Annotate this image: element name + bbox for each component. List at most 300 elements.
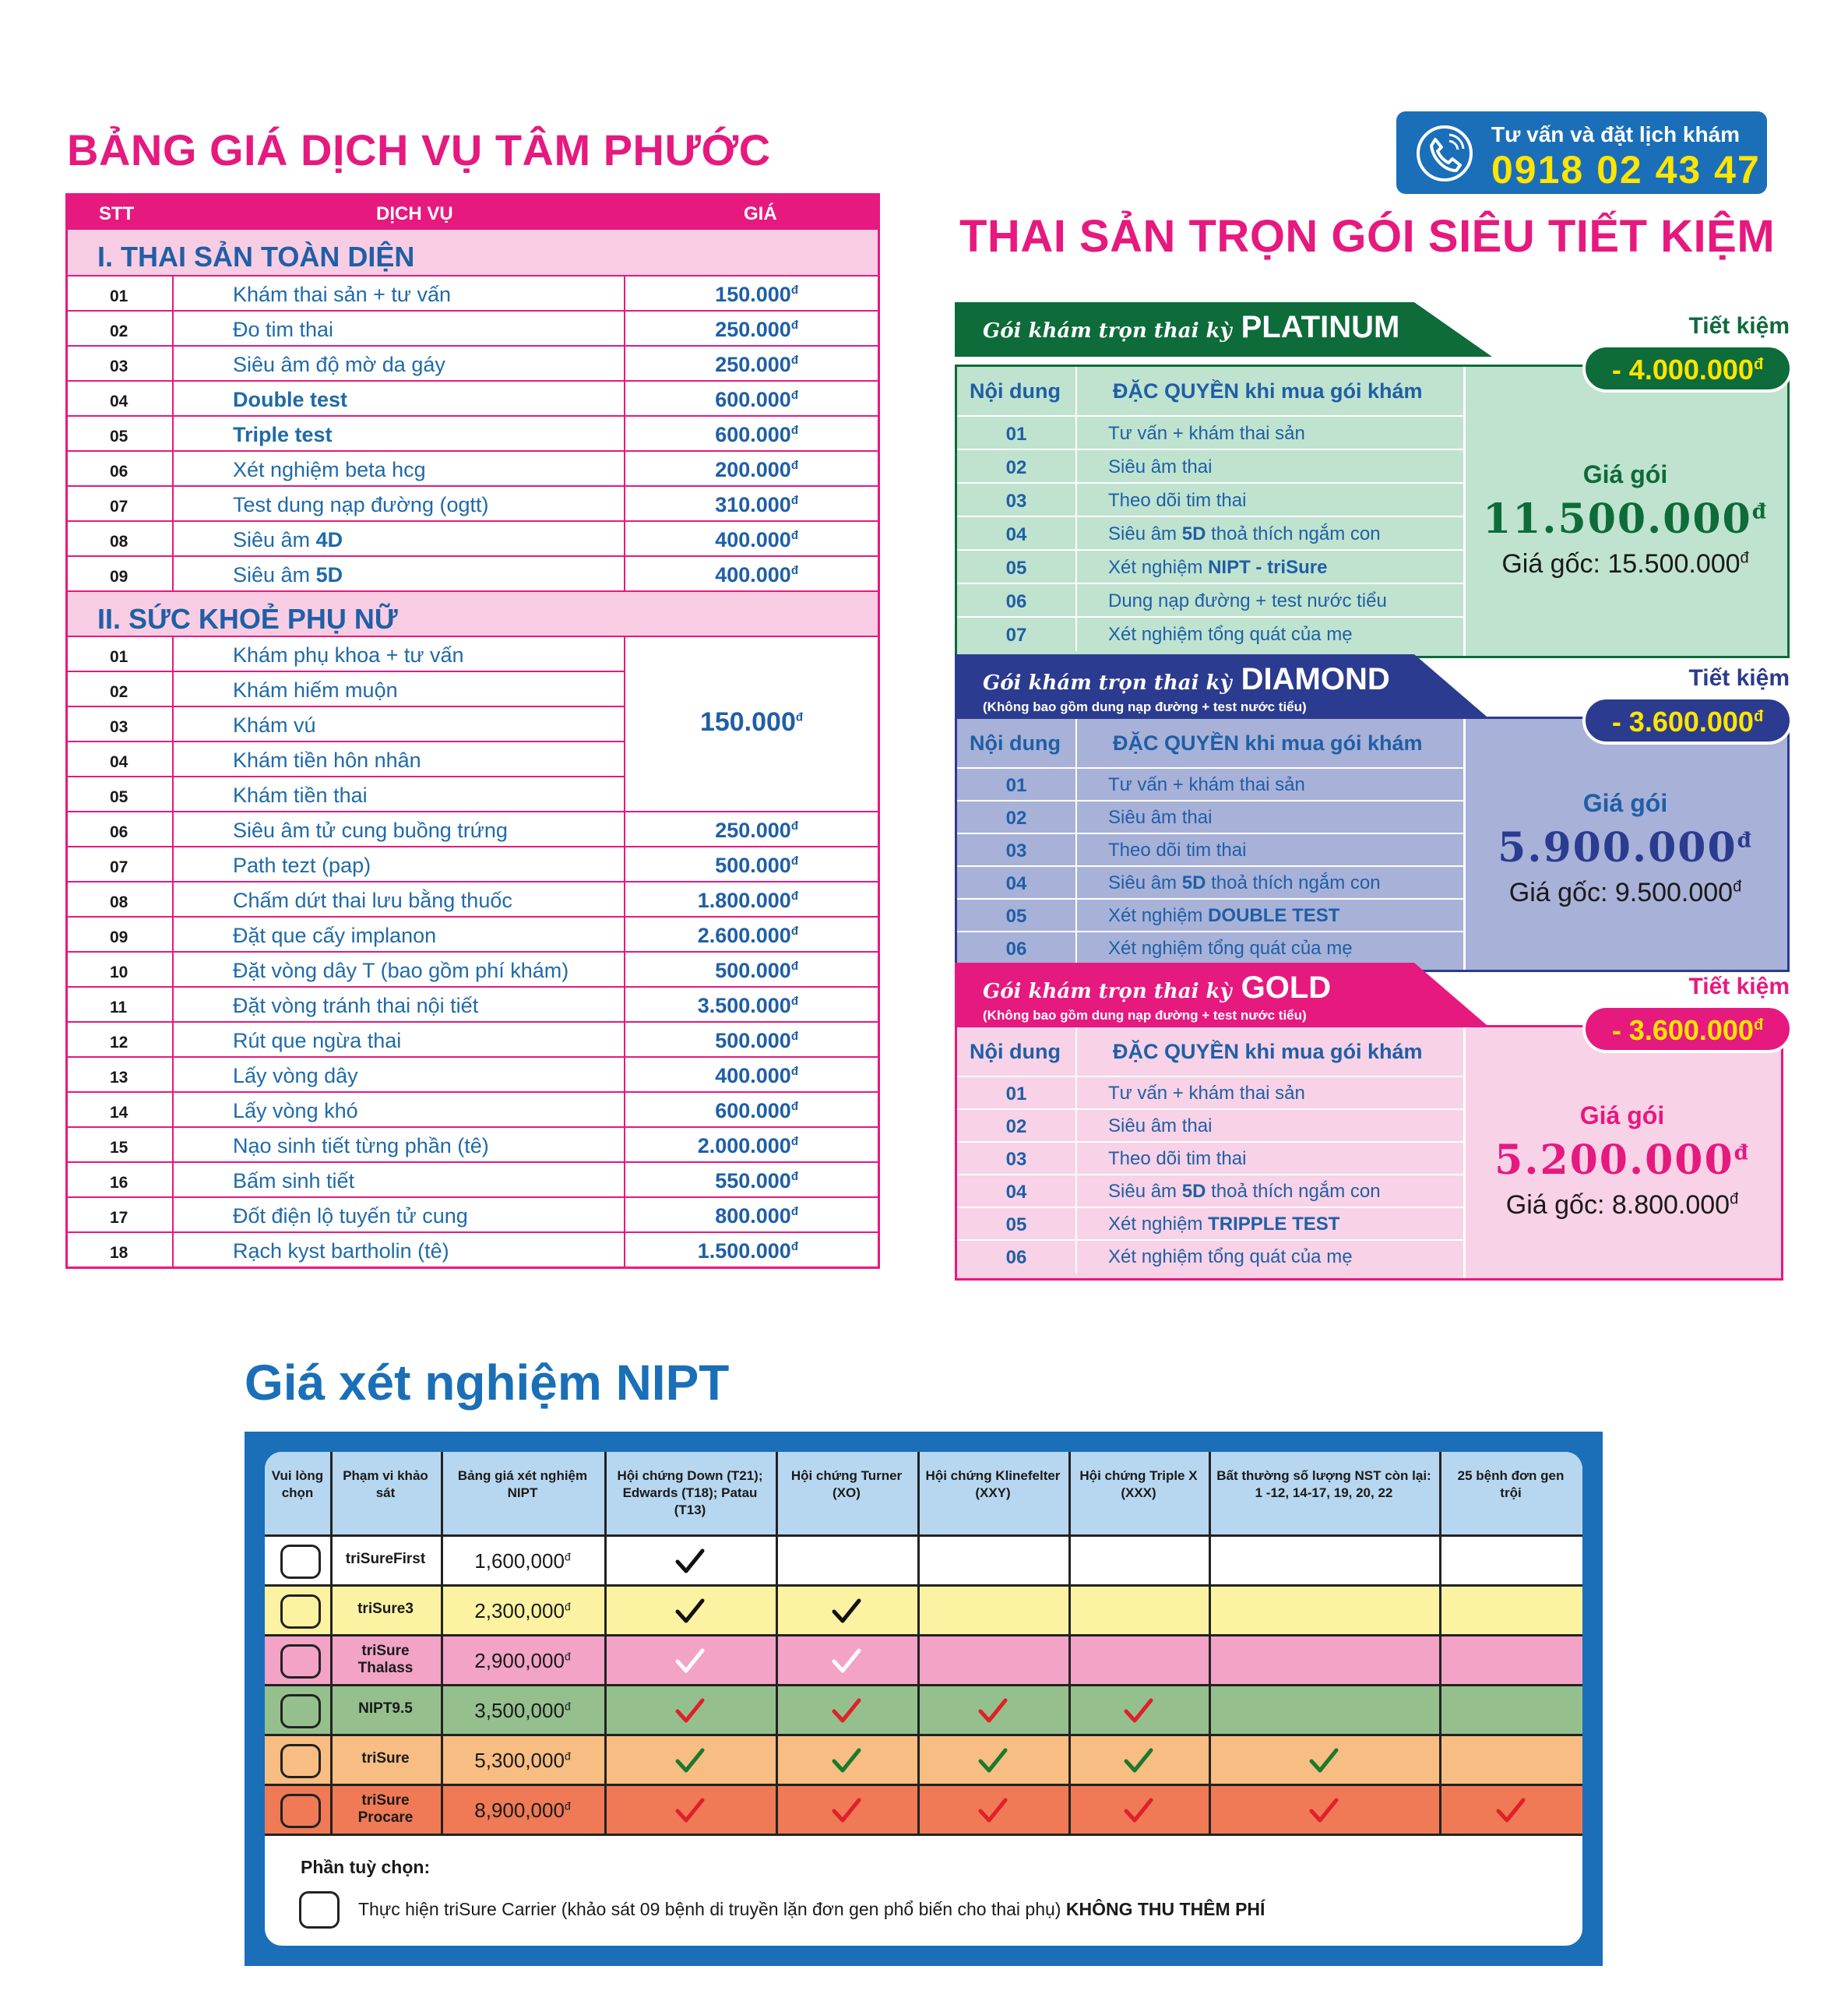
item-number: 05 <box>1005 557 1027 579</box>
test-price <box>441 1798 604 1823</box>
price-number: 3,500,000 <box>474 1699 565 1722</box>
nipt-header <box>265 1452 1582 1534</box>
price-value: 550.000 <box>715 1169 791 1193</box>
row-number: 17 <box>68 1198 174 1231</box>
item-text-bold: 5D <box>1181 872 1206 893</box>
service-name: Khám vú <box>174 707 625 741</box>
item-number: 04 <box>1005 1182 1027 1203</box>
package-box <box>955 365 1790 658</box>
test-name: triSure Thalass <box>357 1643 414 1676</box>
section-title: II. SỨC KHOẺ PHỤ NỮ <box>68 590 878 636</box>
currency: đ <box>1733 878 1742 896</box>
check-icon <box>1307 1744 1341 1778</box>
item-text <box>1075 417 1305 450</box>
currency: đ <box>790 424 798 437</box>
service-name: Nạo sinh tiết từng phần (tê) <box>174 1128 625 1161</box>
table-row <box>68 520 878 555</box>
item-number: 03 <box>1005 1149 1027 1170</box>
service-name: Lấy vòng dây <box>174 1058 625 1091</box>
check-icon <box>673 1594 707 1629</box>
price-value: 500.000 <box>715 854 791 877</box>
item-text-post: thoả thích ngắm con <box>1206 1181 1381 1202</box>
price-value: 3.500.000 <box>697 994 791 1017</box>
test-name: triSureFirst <box>345 1551 426 1567</box>
package-price <box>1463 460 1787 580</box>
row-number: 10 <box>68 953 174 986</box>
service-price <box>625 347 878 380</box>
row-number: 02 <box>68 672 174 706</box>
service-price <box>625 487 878 520</box>
package-name <box>983 662 1390 697</box>
item-number: 01 <box>1005 1083 1027 1104</box>
currency: đ <box>790 1205 798 1218</box>
package-prefix: Gói khám trọn thai kỳ <box>983 671 1232 695</box>
item-number: 07 <box>1005 624 1027 646</box>
service-name: Khám tiền thai <box>174 777 625 811</box>
row-number: 01 <box>68 637 174 671</box>
package-tier: GOLD <box>1241 971 1332 1005</box>
service-bold: Triple test <box>233 423 333 446</box>
check-icon <box>976 1694 1010 1728</box>
item-text <box>1075 801 1212 834</box>
package-item <box>957 865 1463 898</box>
service-name <box>174 277 625 310</box>
currency: đ <box>790 890 798 903</box>
hotline-box[interactable] <box>1396 111 1767 194</box>
col-content: Nội dung <box>970 1040 1061 1063</box>
item-text <box>1075 1241 1353 1274</box>
service-name: Siêu âm tử cung buồng trứng <box>174 812 625 846</box>
saving-amount <box>1575 706 1800 738</box>
table-row <box>68 846 878 881</box>
package-item <box>957 1141 1463 1174</box>
row-number: 15 <box>68 1128 174 1161</box>
saving-ribbon <box>1575 693 1799 748</box>
currency: đ <box>790 354 798 367</box>
currency: đ <box>1751 500 1768 524</box>
check-icon <box>1307 1794 1341 1828</box>
packages-title: THAI SẢN TRỌN GÓI SIÊU TIẾT KIỆM <box>959 211 1776 262</box>
item-text <box>1075 769 1305 801</box>
service-name: Đặt vòng tránh thai nội tiết <box>174 988 625 1021</box>
row-number: 16 <box>68 1163 174 1196</box>
currency: đ <box>790 564 798 577</box>
item-text-pre: Siêu âm thai <box>1108 807 1213 828</box>
nipt-column-header: Bảng giá xét nghiệm NIPT <box>457 1468 588 1500</box>
item-text-pre: Dung nạp đường + test nước tiểu <box>1108 590 1387 611</box>
item-text <box>1075 867 1381 900</box>
package-item <box>957 1174 1463 1207</box>
currency: đ <box>790 459 798 472</box>
package-tier: PLATINUM <box>1241 310 1400 344</box>
service-text: Đo tim thai <box>233 318 334 341</box>
column-divider <box>604 1452 607 1834</box>
item-number: 05 <box>1005 906 1027 927</box>
row-number: 02 <box>68 312 174 345</box>
price-number: 5,300,000 <box>474 1749 565 1772</box>
service-bold: 4D <box>315 528 343 551</box>
price-label: Giá gói <box>1582 460 1668 488</box>
item-number: 02 <box>1005 456 1027 478</box>
price-value: 310.000 <box>715 493 791 516</box>
table-row <box>68 380 878 415</box>
package-item <box>957 1239 1463 1272</box>
item-text <box>1075 1077 1305 1110</box>
original-price-text: Giá gốc: 15.500.000 <box>1501 549 1741 579</box>
currency: đ <box>790 854 798 868</box>
row-number: 08 <box>68 522 174 555</box>
service-name: Khám hiếm muộn <box>174 672 625 706</box>
price-value: 200.000 <box>715 458 791 481</box>
select-checkbox[interactable] <box>280 1594 321 1629</box>
col-privileges: ĐẶC QUYỀN khi mua gói khám <box>1113 731 1423 755</box>
item-number: 06 <box>1005 939 1027 960</box>
service-price <box>625 1163 878 1196</box>
original-price-text: Giá gốc: 9.500.000 <box>1508 878 1734 907</box>
currency: đ <box>790 1135 798 1148</box>
price-label: Giá gói <box>1582 789 1668 817</box>
item-text-pre: Siêu âm <box>1108 872 1182 893</box>
table-row <box>68 811 878 846</box>
price-list-title: BẢNG GIÁ DỊCH VỤ TÂM PHƯỚC <box>67 125 771 174</box>
currency: đ <box>790 1100 798 1113</box>
item-number: 03 <box>1005 840 1027 861</box>
package-item <box>957 415 1463 449</box>
original-price <box>1463 1190 1781 1221</box>
price-value: 800.000 <box>715 1204 791 1228</box>
price-value: 600.000 <box>715 388 791 411</box>
service-price <box>625 1058 878 1091</box>
item-text-pre: Siêu âm thai <box>1108 456 1213 477</box>
currency: đ <box>1737 829 1753 853</box>
optional-checkbox[interactable] <box>299 1891 340 1929</box>
item-text-pre: Xét nghiệm tổng quát của mẹ <box>1108 1246 1353 1267</box>
saving-ribbon <box>1575 341 1799 396</box>
saving-label: Tiết kiệm <box>1688 665 1790 691</box>
currency: đ <box>790 494 798 507</box>
nipt-table-frame <box>245 1432 1603 1966</box>
row-number: 04 <box>68 382 174 415</box>
item-text <box>1075 932 1353 965</box>
package-box <box>955 1025 1783 1281</box>
nipt-row <box>265 1784 1582 1834</box>
test-price <box>441 1649 604 1673</box>
column-divider <box>330 1452 333 1834</box>
nipt-row <box>265 1734 1582 1784</box>
package-item <box>957 767 1463 800</box>
row-divider <box>265 1834 1582 1836</box>
service-name <box>174 347 625 380</box>
service-price <box>625 1198 878 1231</box>
row-number: 03 <box>68 707 174 741</box>
service-bold: 5D <box>315 563 343 587</box>
package-item <box>957 1076 1463 1108</box>
column-divider <box>917 1452 920 1834</box>
check-icon <box>673 1794 707 1828</box>
item-number: 06 <box>1005 590 1027 612</box>
package-item <box>957 931 1463 964</box>
price-value: 500.000 <box>715 1029 791 1052</box>
table-row <box>68 1231 878 1267</box>
currency: đ <box>790 1065 798 1078</box>
price-value: 600.000 <box>715 1099 791 1122</box>
package-table-header <box>957 1027 1463 1076</box>
check-icon <box>1121 1794 1156 1828</box>
price-value: 2.000.000 <box>697 1134 791 1157</box>
service-name: Lấy vòng khó <box>174 1093 625 1126</box>
package-tier: DIAMOND <box>1241 662 1390 696</box>
select-checkbox[interactable] <box>280 1794 321 1828</box>
test-name: triSure3 <box>357 1601 414 1617</box>
col-privileges: ĐẶC QUYỀN khi mua gói khám <box>1113 379 1423 403</box>
col-content: Nội dung <box>970 379 1061 403</box>
saving-amount <box>1575 354 1800 386</box>
item-text-pre: Siêu âm thai <box>1108 1115 1213 1136</box>
package-item <box>957 482 1463 516</box>
currency: đ <box>790 819 798 833</box>
check-icon <box>829 1794 864 1828</box>
table-row <box>68 1056 878 1091</box>
package-table-header <box>957 367 1463 415</box>
table-row <box>68 485 878 520</box>
table-row <box>68 310 878 345</box>
service-text: Siêu âm độ mờ da gáy <box>233 353 445 376</box>
nipt-table <box>265 1452 1582 1946</box>
nipt-row <box>265 1634 1582 1684</box>
currency: đ <box>564 1749 571 1763</box>
table-row <box>68 450 878 485</box>
package-item <box>957 449 1463 482</box>
hotline-number[interactable]: 0918 02 43 47 <box>1491 148 1761 192</box>
item-text-post: thoả thích ngắm con <box>1206 523 1381 544</box>
item-text-bold: DOUBLE TEST <box>1208 905 1340 926</box>
item-text-bold: 5D <box>1181 1181 1206 1202</box>
col-privileges: ĐẶC QUYỀN khi mua gói khám <box>1113 1040 1423 1063</box>
price-number: 5.200.000 <box>1494 1136 1734 1184</box>
nipt-column-header: Phạm vi khảo sát <box>343 1468 428 1500</box>
package-card[interactable] <box>955 302 1790 658</box>
currency: đ <box>1753 1016 1764 1034</box>
package-note: (Không bao gồm dung nạp đường + test nước tiểu) <box>983 699 1307 714</box>
currency: đ <box>1753 356 1764 373</box>
service-name: Đặt que cấy implanon <box>174 918 625 951</box>
merged-price: $150.000^đ$ <box>625 636 878 811</box>
service-name: Khám phụ khoa + tư vấn <box>174 637 625 671</box>
nipt-column-header: Hội chứng Klinefelter (XXY) <box>925 1468 1061 1500</box>
original-price <box>1463 549 1787 580</box>
check-icon <box>976 1744 1010 1778</box>
service-name: Bấm sinh tiết <box>174 1163 625 1196</box>
row-number: 12 <box>68 1023 174 1056</box>
item-text-pre: Theo dõi tim thai <box>1108 840 1247 861</box>
item-text-pre: Siêu âm <box>1108 1181 1182 1202</box>
service-name <box>174 417 625 450</box>
service-name: Đặt vòng dây T (bao gồm phí khám) <box>174 953 625 986</box>
test-price <box>441 1699 604 1723</box>
row-number: 03 <box>68 347 174 380</box>
hotline-label: Tư vấn và đặt lịch khám <box>1491 122 1741 146</box>
service-text: Siêu âm <box>233 528 316 551</box>
currency: đ <box>564 1600 571 1613</box>
item-text <box>1075 450 1212 484</box>
select-checkbox[interactable] <box>280 1694 321 1728</box>
item-number: 04 <box>1005 523 1027 545</box>
saving-label: Tiết kiệm <box>1688 313 1790 339</box>
price-number: 8,900,000 <box>474 1798 565 1822</box>
item-number: 02 <box>1005 808 1027 829</box>
section-title: I. THAI SẢN TOÀN DIỆN <box>68 230 878 275</box>
package-item <box>957 616 1463 650</box>
check-icon <box>829 1644 864 1679</box>
item-text <box>1075 517 1381 551</box>
item-number: 03 <box>1005 490 1027 512</box>
table-row <box>68 986 878 1021</box>
item-number: 01 <box>1005 775 1027 796</box>
item-text <box>1075 1110 1212 1143</box>
test-name: NIPT9.5 <box>358 1700 413 1717</box>
row-number: 06 <box>68 812 174 846</box>
divider <box>1075 1027 1077 1076</box>
service-name <box>174 522 625 555</box>
optional-title: Phần tuỳ chọn: <box>301 1857 431 1877</box>
service-name <box>174 487 625 520</box>
check-icon <box>1494 1794 1528 1828</box>
price-label: Giá gói <box>1579 1101 1665 1129</box>
price-value: 600.000 <box>715 423 791 446</box>
table-row <box>68 881 878 916</box>
currency: đ <box>790 925 798 938</box>
item-text-pre: Tư vấn + khám thai sản <box>1108 774 1305 795</box>
currency: đ <box>790 529 798 542</box>
service-name <box>174 557 625 590</box>
row-number: 09 <box>68 918 174 951</box>
currency: đ <box>1740 549 1749 567</box>
item-number: 05 <box>1005 1214 1027 1235</box>
row-number: 01 <box>68 277 174 310</box>
item-text <box>1075 834 1246 867</box>
currency: đ <box>1734 1141 1750 1165</box>
header-stt: STT <box>99 203 135 224</box>
row-number: 07 <box>68 847 174 881</box>
item-text <box>1075 1208 1339 1241</box>
saving-value: - 4.000.000 <box>1611 354 1754 386</box>
check-icon <box>673 1744 707 1778</box>
column-divider <box>1209 1452 1211 1834</box>
item-text-pre: Xét nghiệm <box>1108 556 1209 578</box>
service-price <box>625 312 878 345</box>
service-name: Rạch kyst bartholin (tê) <box>174 1233 625 1267</box>
row-number: 04 <box>68 742 174 776</box>
divider <box>1075 367 1077 415</box>
col-content: Nội dung <box>970 731 1061 755</box>
service-name: Path tezt (pap) <box>174 847 625 881</box>
package-name <box>983 310 1399 345</box>
row-number: 18 <box>68 1233 174 1267</box>
item-number: 04 <box>1005 873 1027 894</box>
service-price <box>625 953 878 986</box>
original-price-text: Giá gốc: 8.800.000 <box>1505 1190 1730 1220</box>
nipt-column-header: Bất thường số lượng NST còn lại: 1 -12, 14-17, 19, 20, 22 <box>1216 1468 1431 1500</box>
currency: đ <box>790 319 798 332</box>
item-number: 01 <box>1005 423 1027 445</box>
package-card[interactable] <box>955 963 1790 1281</box>
saving-label: Tiết kiệm <box>1688 974 1790 999</box>
price-value: 150.000 <box>715 283 791 306</box>
price-number: 2,900,000 <box>474 1649 565 1672</box>
service-text: Test dung nạp đường (ogtt) <box>233 493 489 516</box>
currency: đ <box>790 389 798 402</box>
package-item <box>957 1207 1463 1239</box>
phone-icon <box>1413 122 1476 185</box>
item-text-pre: Siêu âm <box>1108 523 1182 544</box>
service-price <box>625 1128 878 1161</box>
currency: đ <box>564 1799 571 1813</box>
row-number: 13 <box>68 1058 174 1091</box>
check-icon <box>1121 1744 1156 1778</box>
service-price <box>625 1023 878 1056</box>
currency: đ <box>790 1170 798 1183</box>
package-card[interactable] <box>955 654 1790 972</box>
currency: đ <box>1730 1190 1739 1208</box>
package-price <box>1463 1101 1781 1221</box>
service-price <box>625 557 878 590</box>
price-value: 400.000 <box>715 528 791 551</box>
row-number: 14 <box>68 1093 174 1126</box>
table-row <box>68 1091 878 1126</box>
package-table-header <box>957 719 1463 767</box>
item-text <box>1075 484 1246 517</box>
currency: đ <box>564 1700 571 1713</box>
saving-value: - 3.600.000 <box>1611 1014 1754 1046</box>
currency: đ <box>790 1240 798 1253</box>
service-bold: Double test <box>233 388 348 411</box>
service-price <box>625 812 878 846</box>
package-name <box>983 971 1331 1006</box>
service-name: Rút que ngừa thai <box>174 1023 625 1056</box>
price-value: 1.500.000 <box>697 1239 791 1263</box>
currency: đ <box>790 995 798 1008</box>
check-icon <box>673 1644 707 1679</box>
package-price <box>1463 789 1787 908</box>
table-row <box>68 415 878 450</box>
nipt-row <box>265 1584 1582 1634</box>
saving-amount <box>1575 1014 1800 1047</box>
package-item <box>957 583 1463 616</box>
service-price-table <box>65 193 880 1269</box>
currency: đ <box>790 960 798 973</box>
check-icon <box>673 1694 707 1728</box>
price-number: 2,300,000 <box>474 1599 565 1622</box>
service-name: Khám tiền hôn nhân <box>174 742 625 776</box>
nipt-column-header: Hội chứng Triple X (XXX) <box>1079 1468 1198 1500</box>
header-price: GIÁ <box>744 203 777 224</box>
select-checkbox[interactable] <box>280 1644 321 1679</box>
item-text-pre: Theo dõi tim thai <box>1108 1148 1247 1169</box>
price-value: 250.000 <box>715 353 791 376</box>
price-value: 1.800.000 <box>697 889 791 912</box>
check-icon <box>829 1744 864 1778</box>
item-text-bold: TRIPPLE TEST <box>1208 1214 1340 1235</box>
item-text-pre: Tư vấn + khám thai sản <box>1108 422 1305 444</box>
service-price <box>625 847 878 881</box>
price-value: 500.000 <box>715 959 791 982</box>
original-price <box>1463 878 1787 908</box>
package-item <box>957 898 1463 931</box>
column-divider <box>776 1452 778 1834</box>
package-item <box>957 549 1463 583</box>
select-checkbox[interactable] <box>280 1545 321 1579</box>
select-checkbox[interactable] <box>280 1744 321 1778</box>
